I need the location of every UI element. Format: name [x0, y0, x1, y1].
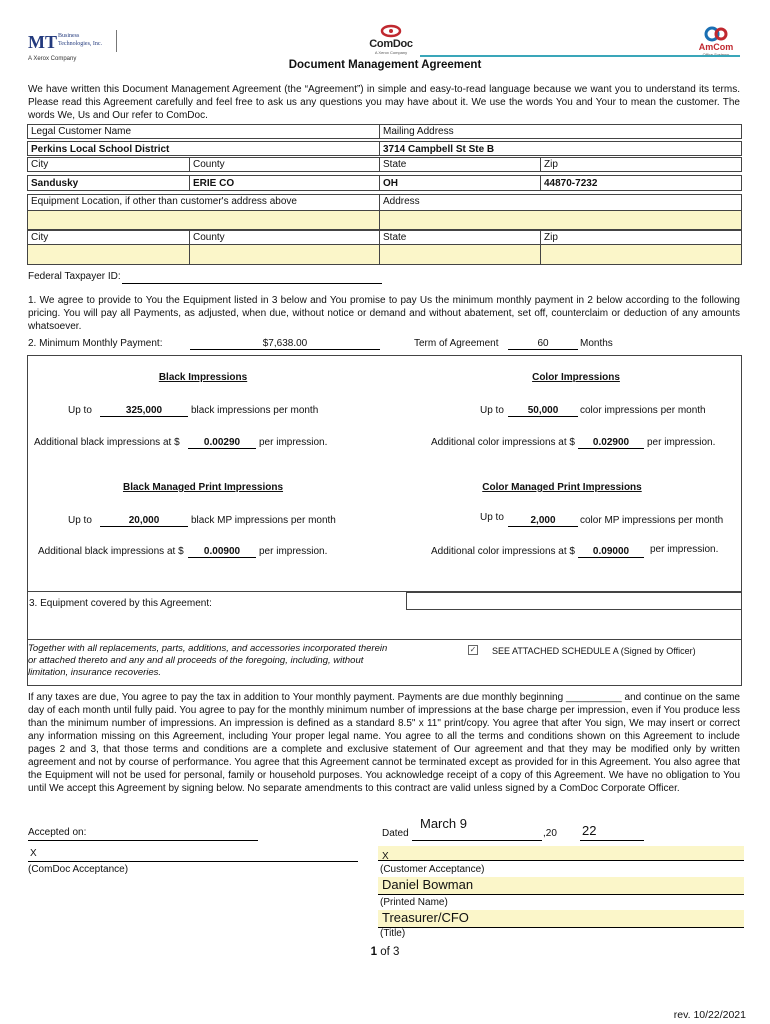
black-add-label: Additional black impressions at $ — [34, 437, 180, 448]
color-per-impression: per impression. — [647, 437, 716, 448]
accepted-line[interactable] — [28, 840, 258, 841]
page-current: 1 — [370, 946, 377, 958]
header-rule — [420, 55, 740, 57]
zip-label: Zip — [540, 157, 742, 172]
color-impressions-title: Color Impressions — [532, 372, 620, 383]
accepted-label: Accepted on: — [28, 827, 87, 838]
term-field[interactable]: 60 — [508, 338, 578, 350]
legal-name-field[interactable]: Perkins Local School District — [27, 141, 380, 156]
state-label: State — [379, 157, 541, 172]
equip-location-label: Equipment Location, if other than customer's address above — [27, 194, 380, 211]
black-per-month: black impressions per month — [191, 405, 319, 416]
color-add-label: Additional color impressions at $ — [431, 437, 575, 448]
mt-logo-line1: Business — [58, 33, 80, 39]
term-months: Months — [580, 338, 613, 349]
city-label: City — [27, 157, 190, 172]
black-up-to: Up to — [68, 405, 92, 416]
dated-line — [412, 840, 542, 841]
mp-color-add-label: Additional color impressions at $ — [431, 546, 575, 557]
dated-label: Dated — [382, 828, 409, 839]
state2-label: State — [379, 230, 541, 245]
title-field[interactable]: Treasurer/CFO — [378, 910, 744, 928]
mp-color-up-to: Up to — [480, 512, 504, 523]
comdoc-logo — [360, 24, 422, 64]
customer-x-mark: X — [382, 851, 389, 862]
county2-label: County — [189, 230, 380, 245]
customer-block — [27, 124, 742, 266]
mp-black-per-impression: per impression. — [259, 546, 328, 557]
city-field[interactable]: Sandusky — [27, 175, 190, 191]
mp-color-per-impression: per impression. — [650, 544, 719, 555]
mailing-field[interactable]: 3714 Campbell St Ste B — [379, 141, 742, 156]
revision-label: rev. 10/22/2021 — [673, 1009, 746, 1021]
taxpayer-field[interactable] — [122, 283, 382, 284]
customer-acceptance-label: (Customer Acceptance) — [380, 864, 485, 875]
page-title: Document Management Agreement — [288, 59, 482, 71]
zip-field[interactable]: 44870-7232 — [540, 175, 742, 191]
address-field[interactable] — [379, 210, 742, 230]
equipment-field-1[interactable] — [406, 592, 742, 610]
equipment-field-2[interactable] — [27, 610, 742, 640]
state2-field[interactable] — [379, 244, 541, 265]
mp-black-add-rate-field[interactable]: 0.00900 — [188, 546, 256, 558]
mailing-label: Mailing Address — [379, 124, 742, 139]
mt-logo-divider — [116, 30, 117, 52]
dated-field[interactable]: March 9 — [420, 816, 467, 831]
city2-label: City — [27, 230, 190, 245]
mp-color-per-month: color MP impressions per month — [580, 515, 724, 526]
comdoc-acceptance-label: (ComDoc Acceptance) — [28, 864, 129, 875]
black-add-rate-field[interactable]: 0.00290 — [188, 437, 256, 449]
mt-logo-mark: MT — [28, 32, 57, 52]
color-add-rate-field[interactable]: 0.02900 — [578, 437, 644, 449]
printed-name-field[interactable]: Daniel Bowman — [378, 877, 744, 895]
address-label: Address — [379, 194, 742, 211]
legal-name-label: Legal Customer Name — [27, 124, 380, 139]
color-per-month: color impressions per month — [580, 405, 706, 416]
mp-black-up-to: Up to — [68, 515, 92, 526]
mp-black-title: Black Managed Print Impressions — [122, 482, 284, 493]
mt-logo-line2: Technologies, Inc. — [58, 41, 103, 47]
checkmark-icon: ✓ — [469, 645, 477, 654]
mp-black-qty-field[interactable]: 20,000 — [100, 515, 188, 527]
together-text: Together with all replacements, parts, additions, and accessories incorporated therein or attached thereto and any and all proceeds of the foregoing, including, without limitation, insurance recoveries. — [28, 643, 388, 678]
term-label: Term of Agreement — [414, 338, 499, 349]
zip2-field[interactable] — [540, 244, 742, 265]
title-label: (Title) — [380, 928, 406, 939]
page-number — [0, 946, 770, 958]
taxpayer-label: Federal Taxpayer ID: — [28, 271, 121, 282]
year-field[interactable]: 22 — [582, 823, 597, 838]
year-prefix: ,20 — [543, 828, 557, 839]
amcom-logo-icon — [704, 26, 728, 42]
intro-paragraph: We have written this Document Management Agreement (the “Agreement”) in simple and easy-to-read language because we want you to understand its terms. Please read this Agreement carefully and feel free to ask us any questions you may have about it. We use the words You and Your to mean the customer. The words We, Us and Our refer to ComDoc. — [28, 84, 740, 121]
color-up-to: Up to — [480, 405, 504, 416]
comdoc-x-mark: X — [30, 848, 37, 859]
comdoc-logo-text: ComDoc — [369, 38, 413, 50]
schedule-label: SEE ATTACHED SCHEDULE A (Signed by Officer) — [492, 646, 696, 656]
terms-paragraph: If any taxes are due, You agree to pay the tax in addition to Your monthly payment. Payments are due monthly beginning __________ and continue on the same day of each month until fully paid. You agree to pay for the monthly minimum number of impressions at the base charge per impression, even if You produce less than the minimum number of impressions. An impression is defined as a standard 8.5" x 11" print/copy. You agree that after You sign, We may insert or correct any information missing on this Agreement, including Your proper legal name. You agree to all the terms and conditions shown on this Agreement to include pages 2 and 3, that those terms and conditions are a complete and exclusive statement of Our agreement and that they may be modified only by written agreement and not by course of performance. You agree that this Agreement cannot be terminated except as provided for in this Agreement. You also agree that the Equipment will not be used for personal, family or household purposes. You acknowledge receipt of a copy of this Agreement. We have no obligation to You until We accept this Agreement by signing below. No separate amendments to this contract are valid unless signed by a ComDoc Corporate Officer. — [28, 692, 740, 794]
mp-color-qty-field[interactable]: 2,000 — [508, 515, 578, 527]
printed-name-label: (Printed Name) — [380, 897, 448, 908]
comdoc-signature-line[interactable] — [28, 861, 358, 862]
equipment-label: 3. Equipment covered by this Agreement: — [29, 598, 212, 609]
zip2-label: Zip — [540, 230, 742, 245]
mt-logo — [28, 32, 120, 54]
mt-tagline: A Xerox Company — [28, 56, 77, 62]
state-field[interactable]: OH — [379, 175, 541, 191]
year-line — [580, 840, 644, 841]
black-per-impression: per impression. — [259, 437, 328, 448]
amcom-logo-text: AmCom — [698, 42, 734, 52]
black-impressions-title: Black Impressions — [158, 372, 248, 383]
mp-color-add-rate-field[interactable]: 0.09000 — [578, 546, 644, 558]
county2-field[interactable] — [189, 244, 380, 265]
page-total: of 3 — [380, 946, 400, 958]
city2-field[interactable] — [27, 244, 190, 265]
comdoc-logo-sub: A Xerox Company — [374, 50, 408, 55]
color-qty-field[interactable]: 50,000 — [508, 405, 578, 417]
mp-color-title: Color Managed Print Impressions — [482, 482, 642, 493]
county-label: County — [189, 157, 380, 172]
black-qty-field[interactable]: 325,000 — [100, 405, 188, 417]
min-payment-field[interactable]: $7,638.00 — [190, 338, 380, 350]
customer-signature-field[interactable] — [378, 846, 744, 861]
county-field[interactable]: ERIE CO — [189, 175, 380, 191]
mp-black-add-label: Additional black impressions at $ — [38, 546, 184, 557]
schedule-checkbox[interactable] — [468, 645, 478, 655]
mp-black-per-month: black MP impressions per month — [191, 515, 336, 526]
min-payment-label: 2. Minimum Monthly Payment: — [28, 338, 163, 349]
equip-location-field[interactable] — [27, 210, 380, 230]
comdoc-logo-icon — [380, 24, 402, 38]
section1-paragraph: 1. We agree to provide to You the Equipment listed in 3 below and You promise to pay Us the minimum monthly payment in 2 below according to the following pricing. You will pay all Payments, as adjusted, when due, without notice or demand and without abatement, set off, counterclaim or deduction of any amounts whatsoever. — [28, 295, 740, 332]
